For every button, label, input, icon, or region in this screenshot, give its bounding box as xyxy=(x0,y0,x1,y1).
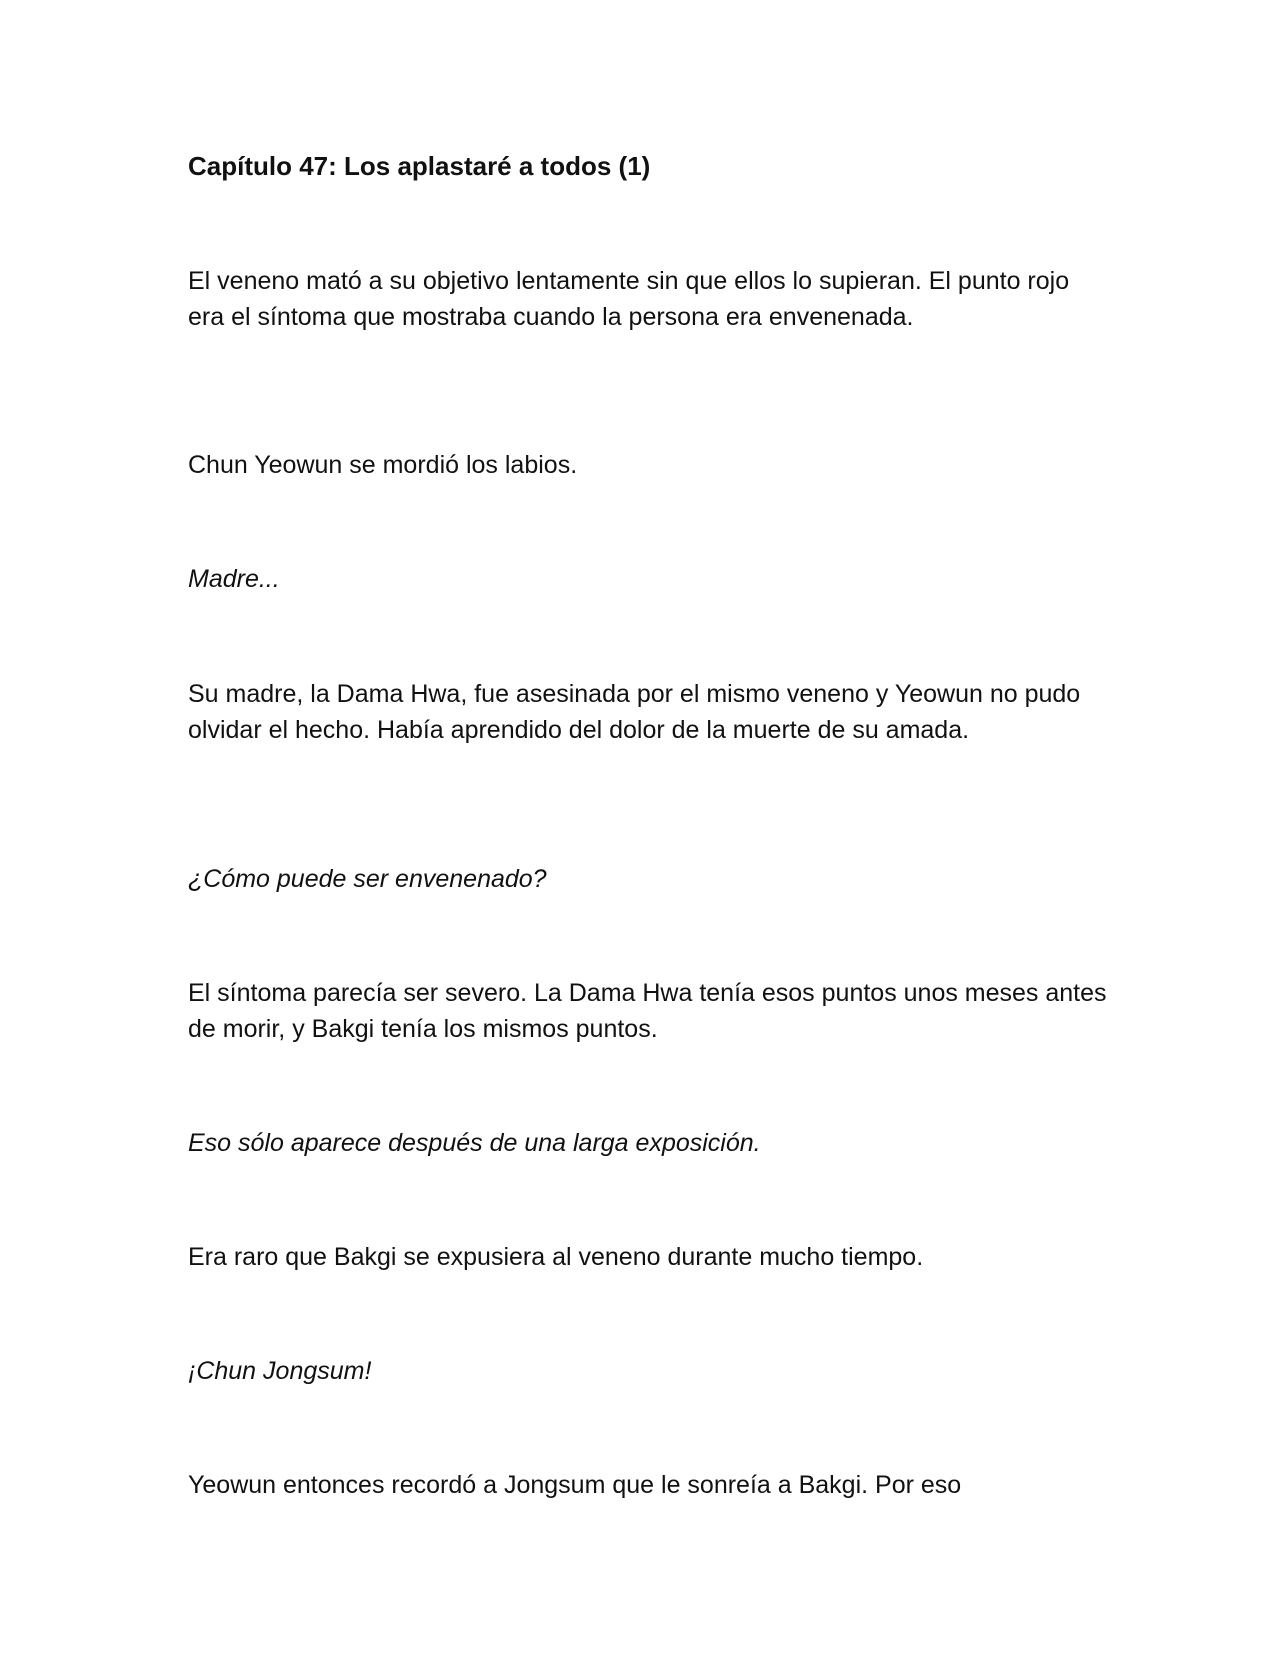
italic-thought: Eso sólo aparece después de una larga exposición. xyxy=(188,1129,761,1157)
italic-thought: Madre... xyxy=(188,565,280,593)
paragraph: Chun Yeowun se mordió los labios. xyxy=(188,451,578,479)
italic-thought: ¡Chun Jongsum! xyxy=(188,1357,372,1385)
italic-thought: ¿Cómo puede ser envenenado? xyxy=(188,865,547,893)
paragraph: El síntoma parecía ser severo. La Dama Hwa tenía esos puntos unos meses antes de morir, y Bakgi tenía los mismos puntos. xyxy=(188,979,1107,1043)
chapter-title: Capítulo 47: Los aplastaré a todos (1) xyxy=(188,151,651,181)
paragraph: El veneno mató a su objetivo lentamente sin que ellos lo supieran. El punto rojo era el síntoma que mostraba cuando la persona era envenenada. xyxy=(188,267,1070,331)
paragraph: Era raro que Bakgi se expusiera al veneno durante mucho tiempo. xyxy=(188,1243,924,1271)
paragraph: Yeowun entonces recordó a Jongsum que le sonreía a Bakgi. Por eso xyxy=(188,1471,962,1499)
paragraph: Su madre, la Dama Hwa, fue asesinada por el mismo veneno y Yeowun no pudo olvidar el hecho. Había aprendido del dolor de la muerte de su amada. xyxy=(188,680,1081,744)
